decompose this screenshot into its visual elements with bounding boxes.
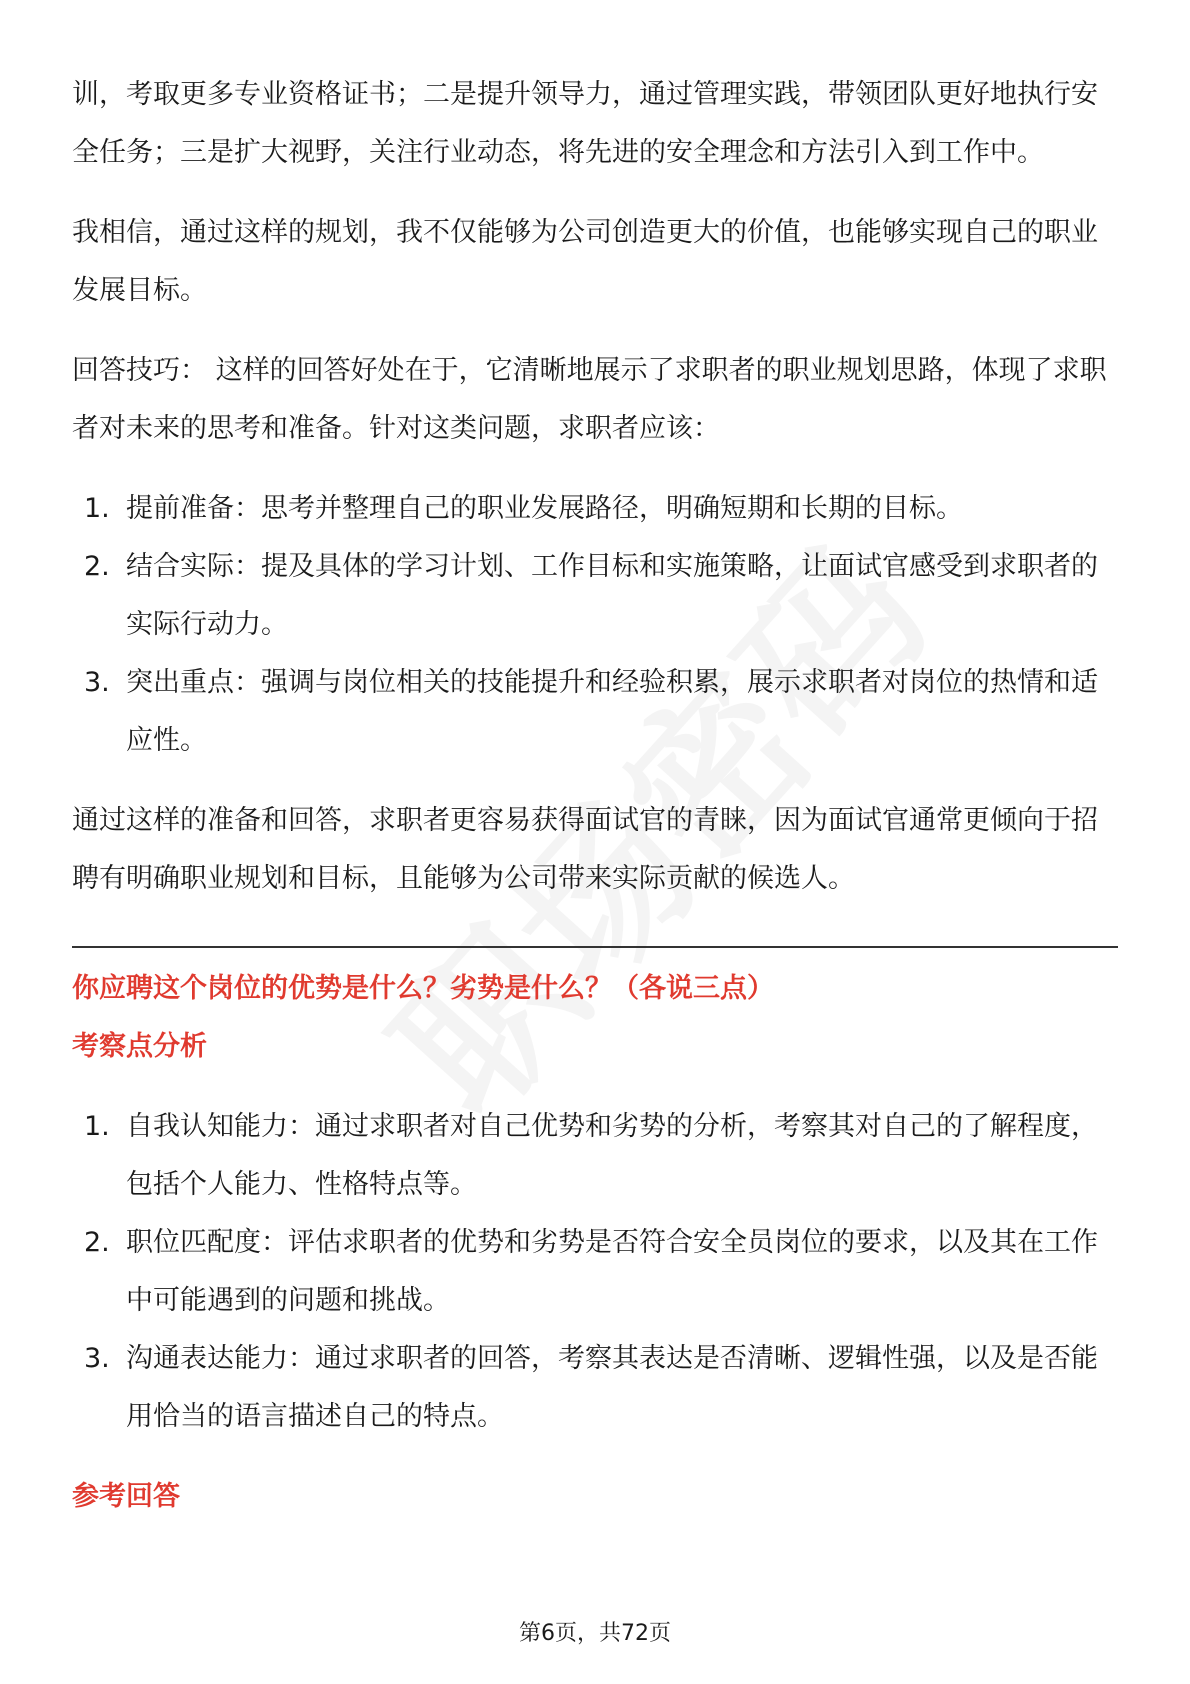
- tips-list: [72, 480, 1118, 770]
- list-item: 3. 突出重点：强调与岗位相关的技能提升和经验积累，展示求职者对岗位的热情和适应性。: [84, 667, 1098, 756]
- intro-paragraph-1: 训，考取更多专业资格证书；二是提升领导力，通过管理实践，带领团队更好地执行安全任务；三是扩大视野，关注行业动态，将先进的安全理念和方法引入到工作中。: [72, 79, 1098, 168]
- section-divider: [72, 946, 1118, 948]
- analysis-heading: 考察点分析: [72, 1031, 207, 1062]
- intro-paragraph-2: 我相信，通过这样的规划，我不仅能够为公司创造更大的价值，也能够实现自己的职业发展目标。: [72, 217, 1098, 306]
- question-title: 你应聘这个岗位的优势是什么？劣势是什么？（各说三点）: [72, 973, 774, 1004]
- answer-tips-paragraph: 回答技巧： 这样的回答好处在于，它清晰地展示了求职者的职业规划思路，体现了求职者对未来的思考和准备。针对这类问题，求职者应该：: [72, 355, 1107, 444]
- conclusion-paragraph: 通过这样的准备和回答，求职者更容易获得面试官的青睐，因为面试官通常更倾向于招聘有明确职业规划和目标，且能够为公司带来实际贡献的候选人。: [72, 805, 1098, 894]
- page-content: [72, 66, 1118, 1526]
- list-item: 1. 提前准备：思考并整理自己的职业发展路径，明确短期和长期的目标。: [84, 493, 963, 524]
- analysis-list: [72, 1098, 1118, 1446]
- answer-heading: 参考回答: [72, 1481, 180, 1512]
- list-item: 2. 结合实际：提及具体的学习计划、工作目标和实施策略，让面试官感受到求职者的实际行动力。: [84, 551, 1098, 640]
- list-item: 2. 职位匹配度：评估求职者的优势和劣势是否符合安全员岗位的要求，以及其在工作中可能遇到的问题和挑战。: [84, 1227, 1098, 1316]
- list-item: 1. 自我认知能力：通过求职者对自己优势和劣势的分析，考察其对自己的了解程度，包括个人能力、性格特点等。: [84, 1111, 1098, 1200]
- list-item: 3. 沟通表达能力：通过求职者的回答，考察其表达是否清晰、逻辑性强，以及是否能用恰当的语言描述自己的特点。: [84, 1343, 1098, 1432]
- page-number: 第6页，共72页: [519, 1621, 671, 1646]
